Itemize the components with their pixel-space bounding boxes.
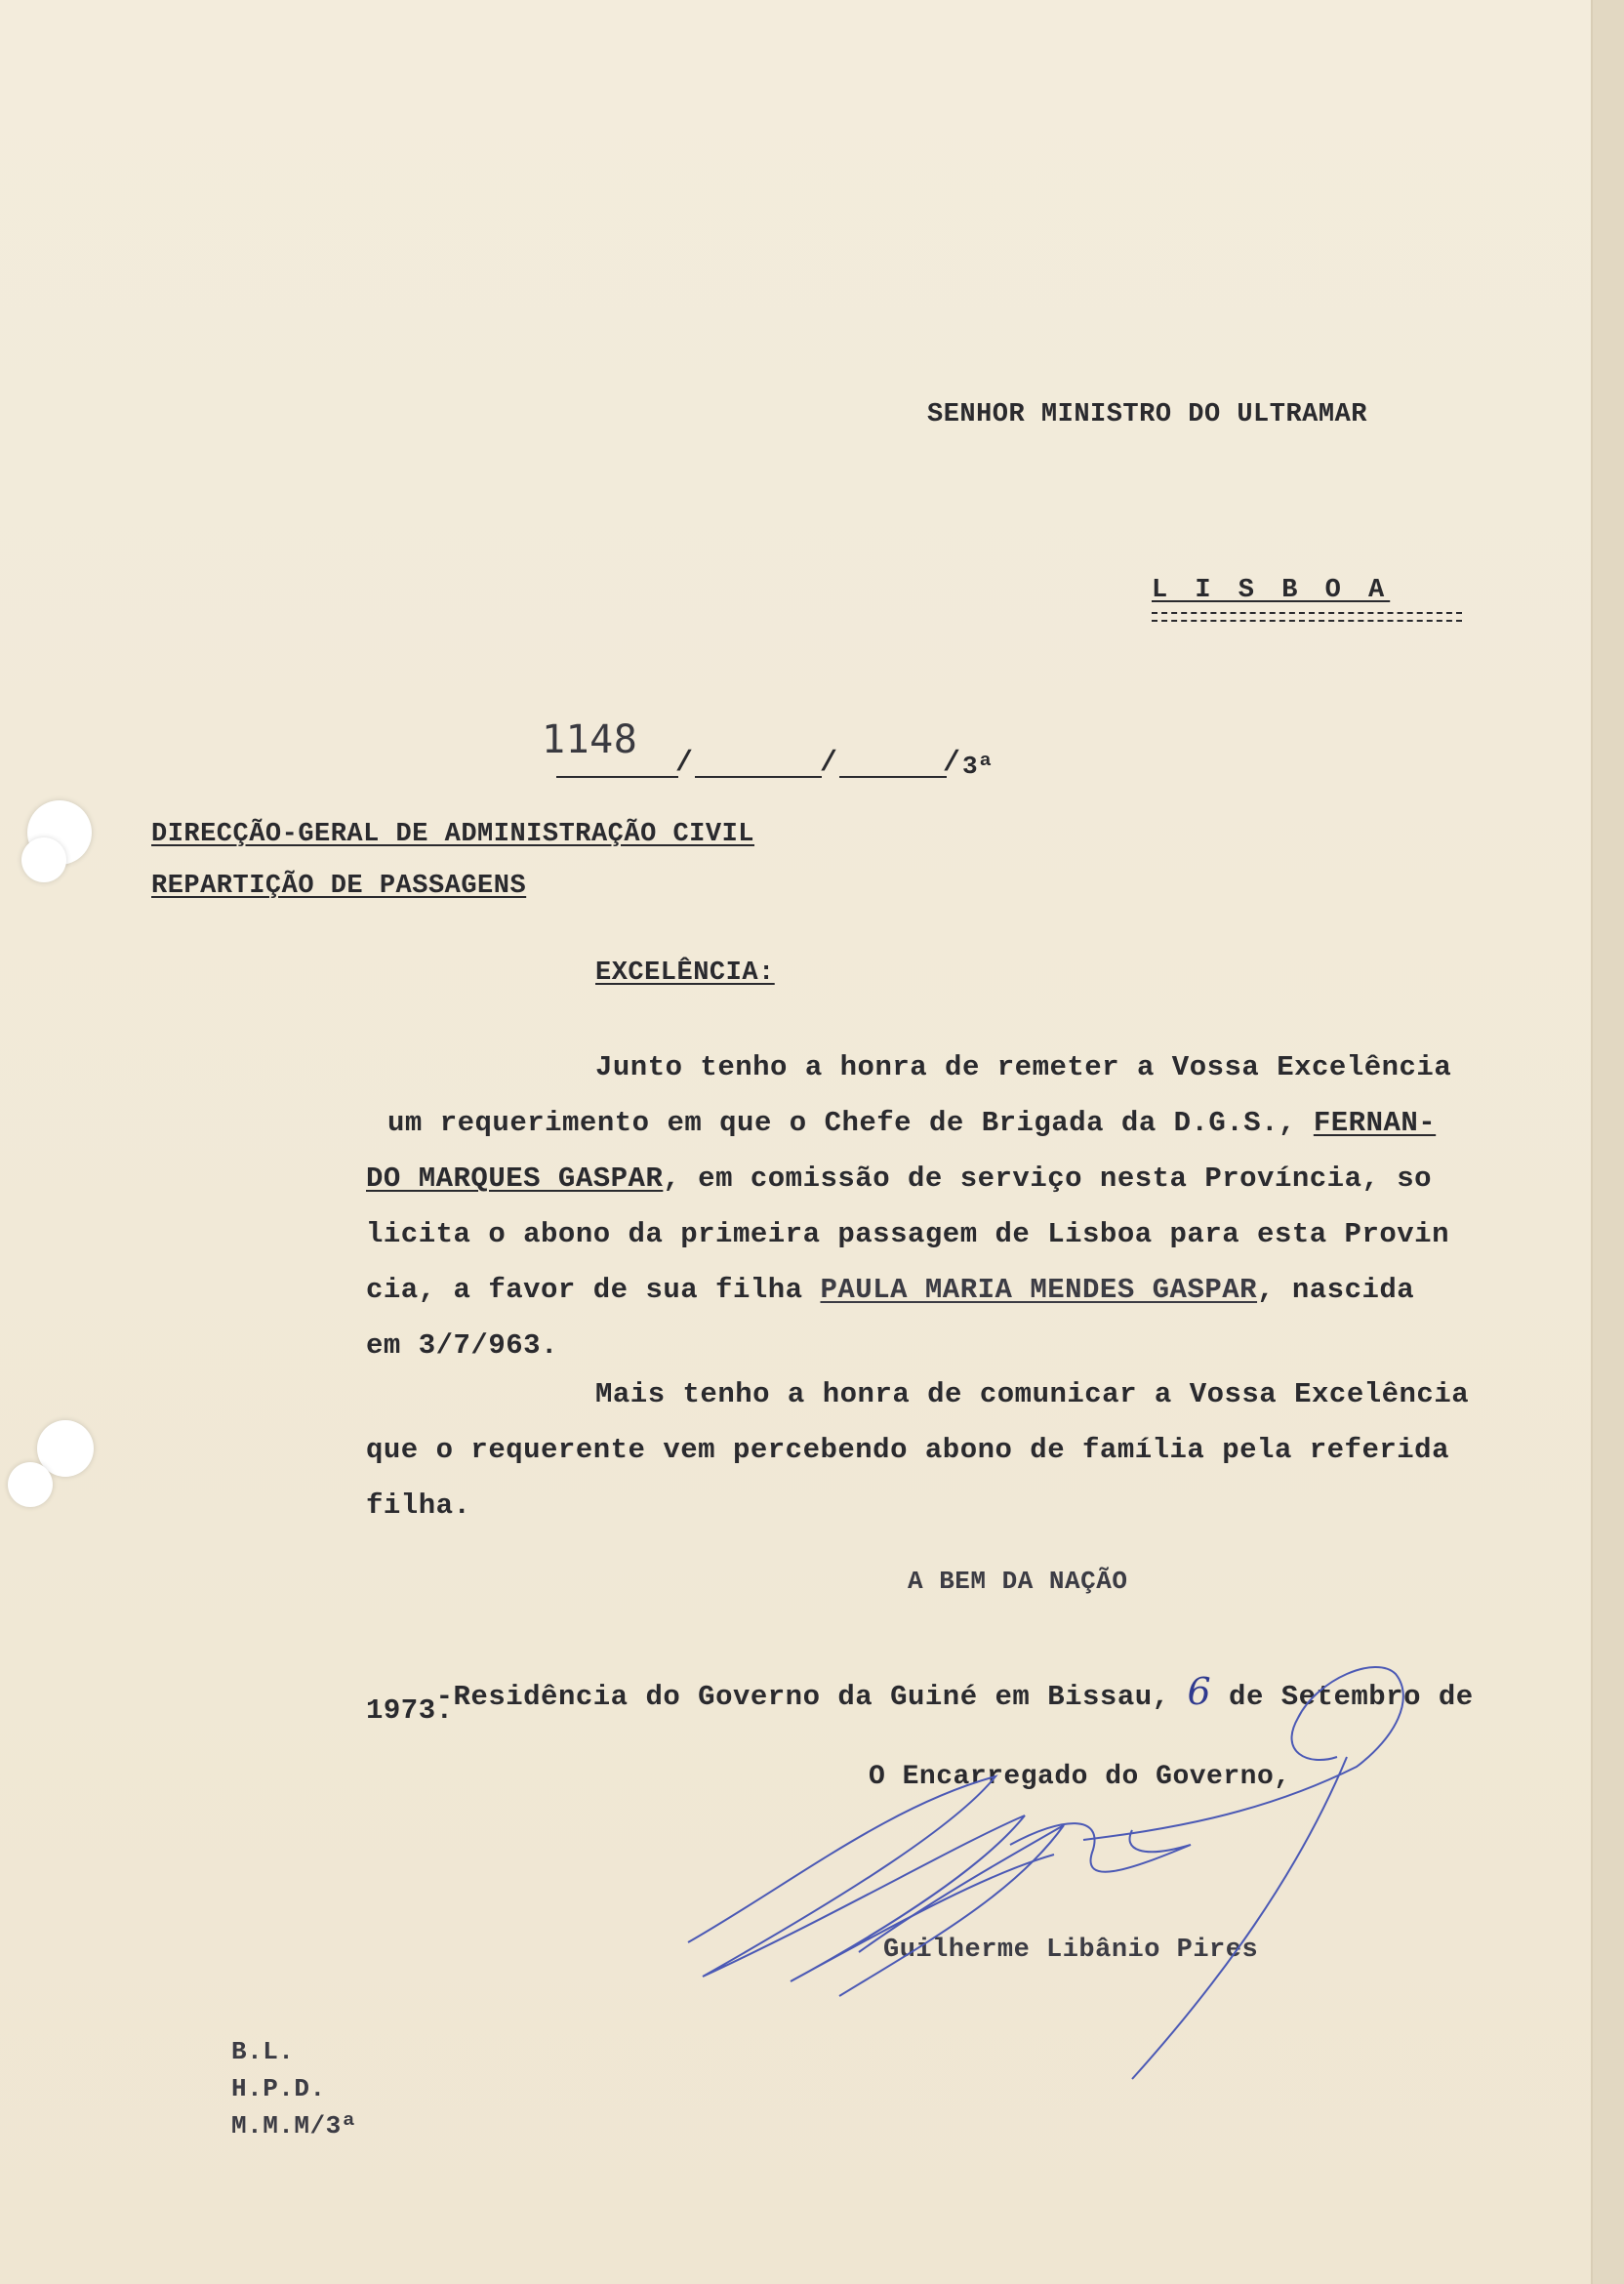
body-text: que o requerente vem percebendo abono de família pela referida [366,1434,1449,1466]
body-line [366,1095,1566,1151]
body-text: licita o abono da primeira passagem de Lisboa para esta Provin [366,1218,1449,1250]
body-text: , em comissão de serviço nesta Província, so [663,1162,1433,1195]
body-line [366,1422,1566,1478]
department-line-2: REPARTIÇÃO DE PASSAGENS [151,872,527,901]
body-text: Junto tenho a honra de remeter a Vossa Excelência [595,1051,1452,1083]
body-line [366,1206,1566,1262]
reference-slash-1: / [675,747,694,780]
signatory-title: O Encarregado do Governo, [869,1762,1291,1792]
salutation: EXCELÊNCIA: [595,958,775,988]
reference-suffix: 3ª [962,752,995,781]
place-date-prefix: -Residência do Governo da Guiné em Bissau, [435,1681,1188,1713]
body-text: um requerimento em que o Chefe de Brigada da D.G.S., [387,1107,1314,1139]
initials-line: B.L. [231,2037,295,2066]
reference-slash-3: / [943,747,961,780]
addressee-line: SENHOR MINISTRO DO ULTRAMAR [927,400,1367,429]
body-text: filha. [366,1489,471,1522]
reference-blank-1 [556,776,678,778]
initials-line: H.P.D. [231,2074,326,2103]
reference-number: 1148 [542,717,638,762]
requester-name-part: DO MARQUES GASPAR [366,1162,664,1195]
body-line [366,1366,1566,1422]
reference-blank-3 [839,776,947,778]
body-paragraph-1 [366,1040,1566,1373]
reference-blank-2 [695,776,822,778]
closing-formula: A BEM DA NAÇÃO [908,1567,1128,1596]
signatory-name: Guilherme Libânio Pires [883,1936,1259,1965]
punch-hole-bottom-2 [8,1462,53,1507]
body-paragraph-2 [366,1366,1566,1533]
initials-line: M.M.M/3ª [231,2111,357,2141]
body-line [366,1478,1566,1533]
body-text: Mais tenho a honra de comunicar a Vossa Excelência [595,1378,1470,1410]
city-double-rule [1152,612,1462,622]
body-line [366,1318,1566,1373]
handwritten-signature [673,1659,1454,2089]
place-date-suffix: de Setembro de [1211,1681,1474,1713]
handwritten-day: 6 [1187,1670,1212,1713]
punch-hole-top-2 [21,837,66,882]
daughter-name: PAULA MARIA MENDES GASPAR [820,1274,1258,1306]
addressee-city: L I S B O A [1152,576,1391,605]
body-line [366,1262,1566,1318]
department-line-1: DIRECÇÃO-GERAL DE ADMINISTRAÇÃO CIVIL [151,820,754,849]
body-text: , nascida [1257,1274,1415,1306]
body-line [366,1040,1566,1095]
backing-sheet-edge [1593,0,1624,2284]
body-text: em 3/7/963. [366,1329,558,1362]
body-text: cia, a favor de sua filha [366,1274,821,1306]
body-line [366,1151,1566,1206]
requester-name-part: FERNAN- [1313,1107,1437,1139]
date-year: 1973. [366,1694,454,1727]
reference-slash-2: / [820,747,838,780]
